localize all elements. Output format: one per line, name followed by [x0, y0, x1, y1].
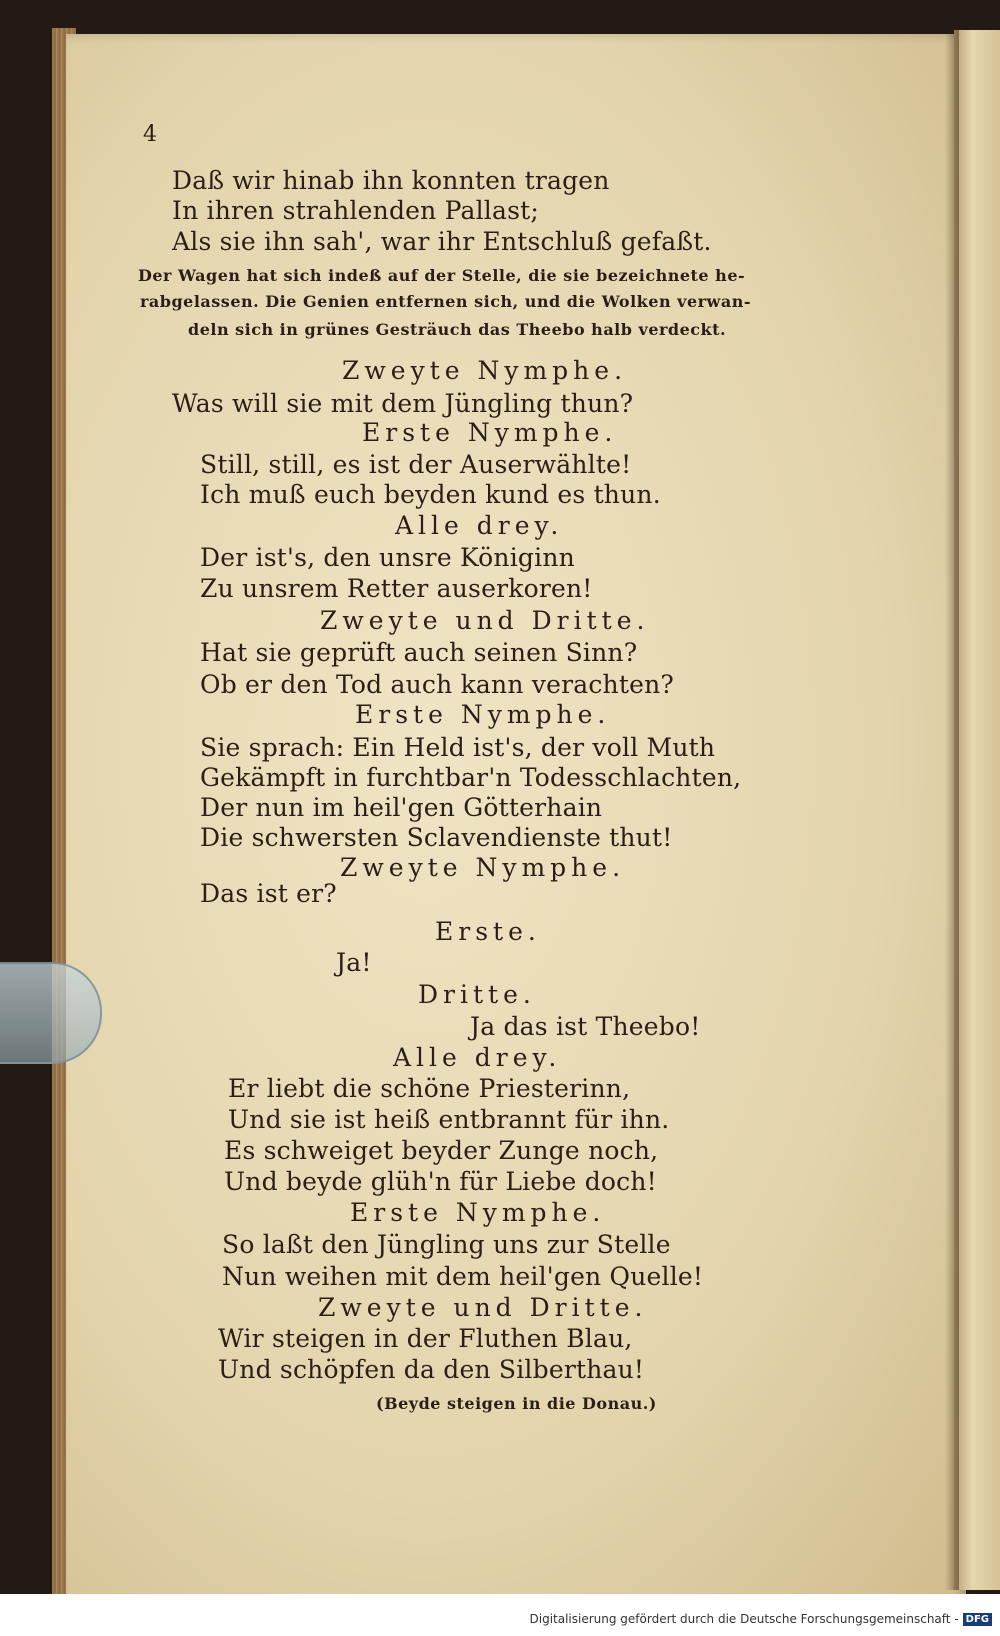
verse-line: Gekämpft in furchtbar'n Todesschlachten,	[200, 763, 742, 792]
verse-line: Zu unsrem Retter auserkoren!	[200, 574, 593, 603]
verse-line: Die schwersten Sclavendienste thut!	[200, 823, 673, 852]
verse-line: Es schweiget beyder Zunge noch,	[224, 1136, 659, 1165]
verse-line: Der nun im heil'gen Götterhain	[200, 793, 603, 822]
verse-line: Was will sie mit dem Jüngling thun?	[172, 389, 634, 418]
verse-line: Und schöpfen da den Silberthau!	[218, 1355, 645, 1384]
digitization-credit	[530, 1612, 993, 1626]
verse-line: Er liebt die schöne Priesterinn,	[228, 1074, 631, 1103]
speaker-heading: Alle drey.	[395, 511, 564, 540]
speaker-heading: Erste Nymphe.	[350, 1198, 606, 1227]
verse-line: Ob er den Tod auch kann verachten?	[200, 670, 674, 699]
speaker-heading: Dritte.	[418, 980, 536, 1009]
verse-line: Ich muß euch beyden kund es thun.	[200, 480, 661, 509]
verse-line: Wir steigen in der Fluthen Blau,	[218, 1324, 633, 1353]
speaker-heading: Erste Nymphe.	[355, 700, 611, 729]
speaker-heading: Alle drey.	[393, 1043, 562, 1072]
dfg-logo: DFG	[963, 1613, 992, 1626]
speaker-heading: Zweyte Nymphe.	[340, 853, 626, 882]
verse-line: Hat sie geprüft auch seinen Sinn?	[200, 638, 638, 667]
verse-line: Als sie ihn sah', war ihr Entschluß gefaßt.	[172, 227, 712, 256]
stage-direction: rabgelassen. Die Genien entfernen sich, und die Wolken verwan-	[140, 292, 751, 311]
stage-direction: Der Wagen hat sich indeß auf der Stelle, die sie bezeichnete he-	[138, 266, 746, 285]
stage-direction: (Beyde steigen in die Donau.)	[376, 1394, 657, 1413]
speaker-heading: Zweyte Nymphe.	[342, 356, 628, 385]
verse-line: Das ist er?	[200, 879, 337, 908]
footer-credit-text: Digitalisierung gefördert durch die Deutsche Forschungsgemeinschaft -	[529, 1612, 959, 1626]
verse-line: In ihren strahlenden Pallast;	[172, 196, 539, 225]
verse-line: Und beyde glüh'n für Liebe doch!	[224, 1167, 657, 1196]
verse-line: Sie sprach: Ein Held ist's, der voll Muth	[200, 733, 716, 762]
speaker-heading: Erste.	[435, 917, 541, 946]
verse-line: Ja das ist Theebo!	[470, 1012, 701, 1041]
verse-line: Daß wir hinab ihn konnten tragen	[172, 166, 610, 195]
stage-direction: deln sich in grünes Gesträuch das Theebo halb verdeckt.	[188, 320, 727, 339]
page-number: 4	[143, 122, 158, 147]
speaker-heading: Erste Nymphe.	[362, 418, 618, 447]
verse-line: Still, still, es ist der Auserwählte!	[200, 450, 632, 479]
speaker-heading: Zweyte und Dritte.	[320, 606, 650, 635]
verse-line: So laßt den Jüngling uns zur Stelle	[222, 1230, 671, 1259]
verse-line: Ja!	[336, 948, 372, 977]
verse-line: Der ist's, den unsre Königinn	[200, 543, 575, 572]
verse-line: Und sie ist heiß entbrannt für ihn.	[228, 1105, 670, 1134]
speaker-heading: Zweyte und Dritte.	[318, 1293, 648, 1322]
verse-line: Nun weihen mit dem heil'gen Quelle!	[222, 1262, 704, 1291]
